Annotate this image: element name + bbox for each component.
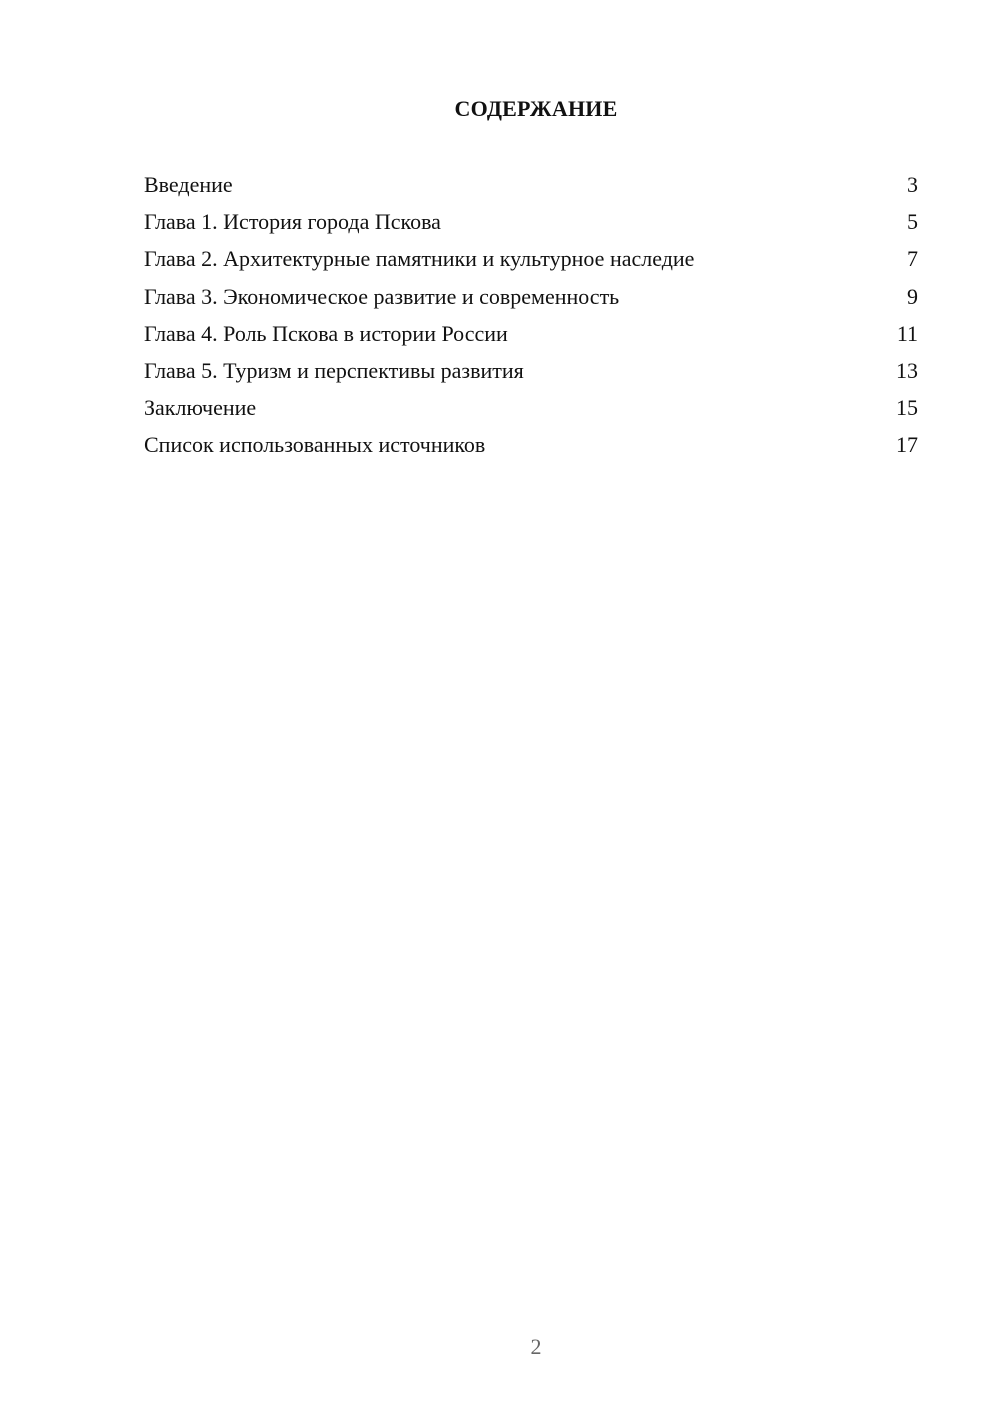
toc-entry-page: 13 (896, 357, 918, 383)
toc-entry-title: Глава 1. История города Пскова (144, 209, 441, 235)
toc-entry-page: 9 (907, 283, 918, 309)
toc-heading: СОДЕРЖАНИЕ (454, 96, 618, 121)
toc-list (144, 170, 918, 468)
toc-entry-title: Заключение (144, 395, 257, 421)
toc-entry-references (144, 430, 918, 467)
toc-entry-page: 5 (907, 209, 918, 235)
toc-entry-page: 15 (896, 395, 918, 421)
toc-entry-introduction (144, 170, 918, 207)
toc-entry-chapter-1 (144, 207, 918, 244)
toc-entry-chapter-3 (144, 282, 918, 319)
toc-entry-title: Глава 2. Архитектурные памятники и культурное наследие (144, 246, 695, 272)
toc-entry-chapter-4 (144, 319, 918, 356)
toc-entry-title: Введение (144, 172, 233, 197)
toc-entry-title: Глава 3. Экономическое развитие и современность (144, 283, 620, 309)
toc-entry-page: 17 (896, 432, 918, 458)
toc-entry-chapter-2 (144, 244, 918, 281)
toc-entry-title: Список использованных источников (144, 432, 486, 458)
toc-entry-page: 7 (907, 246, 918, 272)
page-number: 2 (530, 1334, 542, 1359)
toc-entry-page: 3 (907, 172, 918, 197)
toc-entry-page: 11 (896, 320, 918, 346)
toc-entry-title: Глава 5. Туризм и перспективы развития (144, 357, 524, 383)
toc-entry-title: Глава 4. Роль Пскова в истории России (144, 320, 508, 346)
toc-entry-chapter-5 (144, 356, 918, 393)
toc-entry-conclusion (144, 393, 918, 430)
